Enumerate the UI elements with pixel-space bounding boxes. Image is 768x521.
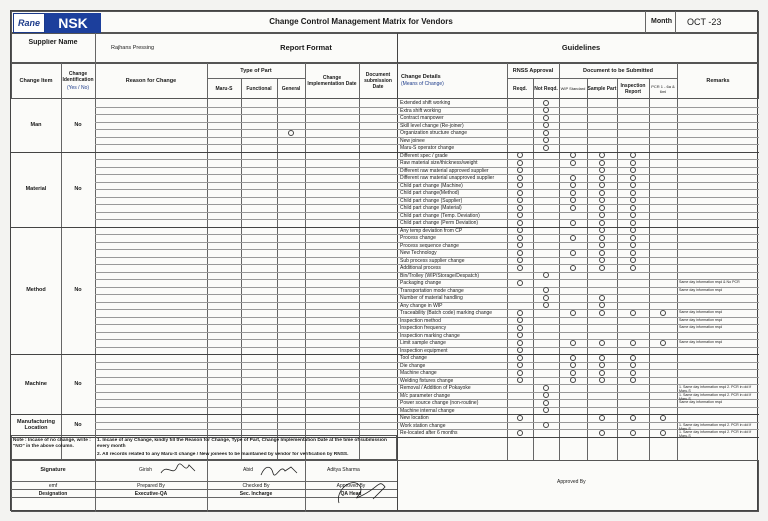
marker-circle [630, 340, 636, 346]
col-remarks: Remarks [706, 78, 730, 84]
col-wip-standard: WIP Standard [560, 86, 586, 91]
marker-circle [599, 302, 605, 308]
group-name: Man [30, 122, 42, 129]
marker-circle [543, 107, 549, 113]
marker-circle [517, 265, 523, 271]
col-type-of-part: Type of Part [240, 68, 272, 74]
note-1: 1. Incase of any Change, kindly fill the Reason for Change, Type of Part, Change Implementation Date at the time of submission every month [97, 438, 387, 449]
marker-circle [660, 340, 666, 346]
marker-circle [599, 227, 605, 233]
change-detail-item: Inspection marking change [400, 332, 460, 339]
group-separator [11, 152, 759, 153]
change-detail-item: New location [400, 415, 429, 421]
col-inspection-report: Inspection Report [620, 82, 646, 95]
group-name: Machine [24, 381, 47, 387]
col-change-identification: Change Identification [62, 71, 94, 83]
marker-circle [630, 227, 636, 233]
marker-circle [517, 257, 523, 263]
marker-circle [517, 242, 523, 248]
marker-circle [570, 265, 576, 271]
col-yes-no: (Yes / No) [66, 85, 90, 91]
col-general: General [281, 85, 301, 92]
group-separator [11, 354, 759, 355]
marker-circle [517, 182, 523, 188]
change-detail-item: Removal / Addition of Pokayoke [400, 385, 471, 391]
group-identification[interactable]: No [74, 186, 82, 192]
marker-circle [630, 197, 636, 203]
marker-circle [630, 355, 636, 361]
change-detail-item: Machine internal change [400, 407, 455, 414]
marker-circle [570, 362, 576, 368]
change-detail-item: Inspection equipment [400, 347, 448, 354]
marker-circle [517, 175, 523, 181]
marker-circle [570, 182, 576, 188]
remark-text: Same day information reqd [679, 317, 723, 322]
change-detail-item: Re-located after 6 months [400, 430, 458, 436]
marker-circle [630, 415, 636, 421]
col-reason: Reason for Change [125, 78, 177, 84]
remark-text: 1. Same day information reqd 2. PCR in old if Maru-S [679, 392, 752, 401]
month-label: Month [651, 18, 672, 25]
marker-circle [543, 407, 549, 413]
marker-circle [630, 265, 636, 271]
marker-circle [543, 295, 549, 301]
designation-label: Designation [38, 490, 68, 497]
remark-text: 1. Same day information reqd 2. PCR in old if Maru-S [679, 430, 752, 438]
marker-circle [570, 220, 576, 226]
marker-circle [630, 160, 636, 166]
marker-circle [570, 160, 576, 166]
change-detail-item: Additional process [400, 265, 441, 271]
marker-circle [630, 370, 636, 376]
marker-circle [630, 220, 636, 226]
marker-circle [570, 175, 576, 181]
marker-circle [570, 152, 576, 158]
col-doc-submitted: Document to be Submitted [583, 68, 653, 74]
change-detail-item: Different raw material approved supplier [400, 167, 489, 174]
marker-circle [517, 160, 523, 166]
marker-circle [517, 415, 523, 421]
marker-circle [599, 197, 605, 203]
marker-circle [543, 392, 549, 398]
marker-circle [517, 332, 523, 338]
marker-circle [517, 212, 523, 218]
marker-circle [517, 250, 523, 256]
change-detail-item: M/c parameter change [400, 392, 451, 399]
marker-circle [517, 370, 523, 376]
marker-circle [599, 362, 605, 368]
marker-circle [599, 265, 605, 271]
marker-circle [517, 197, 523, 203]
change-detail-item: Child part change (Machine) [400, 182, 463, 189]
marker-circle [570, 340, 576, 346]
change-detail-item: Process change [400, 235, 436, 241]
group-separator [11, 414, 759, 415]
marker-circle [570, 197, 576, 203]
col-not-reqd: Not Reqd. [534, 85, 558, 92]
marker-circle [570, 205, 576, 211]
signature-label: Signature [40, 467, 66, 473]
change-detail-item: Sub process supplier change [400, 257, 465, 264]
marker-circle [543, 272, 549, 278]
col-maru-s: Maru-S [215, 85, 233, 92]
change-detail-item: Raw material size/thickness/weight [400, 160, 478, 166]
checked-name: Abid [243, 467, 254, 473]
remark-text: Same day information reqd [679, 325, 723, 329]
marker-circle [517, 340, 523, 346]
marker-circle [660, 415, 666, 421]
change-control-sheet [10, 10, 758, 511]
marker-circle [599, 310, 605, 316]
col-rnss-approval: RNSS Approval [512, 68, 554, 74]
col-change-details: Change Details [401, 74, 441, 80]
document-title: Change Control Management Matrix for Vendors [269, 17, 453, 26]
change-detail-item: Work station change [400, 422, 446, 429]
marker-circle [517, 310, 523, 316]
marker-circle [543, 422, 549, 428]
marker-circle [517, 325, 523, 331]
group-name: Manufacturing Location [17, 419, 55, 432]
marker-circle [517, 280, 523, 286]
marker-circle [599, 167, 605, 173]
group-name: Method [26, 287, 46, 294]
remark-text: Same day information reqd [679, 310, 723, 314]
change-detail-item: Maru-S operator change [400, 145, 455, 151]
approved-designation: QA Head [340, 490, 362, 497]
group-identification[interactable]: No [74, 422, 82, 429]
logo-nsk: NSK [45, 13, 101, 33]
remark-text: Same day information reqd [679, 287, 723, 292]
prepared-designation: Executive-QA [134, 490, 168, 497]
marker-circle [543, 400, 549, 406]
change-detail-item: New joinee [400, 137, 425, 144]
marker-circle [599, 175, 605, 181]
change-detail-item: Die change [400, 362, 426, 369]
guidelines-label: Guidelines [561, 43, 601, 52]
marker-circle [517, 430, 523, 436]
marker-circle [660, 310, 666, 316]
change-detail-item: Power source change (non-routine) [400, 400, 479, 406]
emf-label: emf [48, 482, 58, 489]
col-implementation-date: Change Implementation Date [307, 75, 357, 87]
change-detail-item: Extra shift working [400, 107, 441, 114]
marker-circle [630, 257, 636, 263]
marker-circle [599, 235, 605, 241]
general-marker-circle [288, 130, 294, 136]
marker-circle [630, 167, 636, 173]
change-detail-item: Number of material handling [400, 295, 463, 301]
marker-circle [599, 160, 605, 166]
change-detail-item: Any change in WIP [400, 302, 443, 309]
change-detail-item: Bin/Trolley (WIP/Storage/Despatch) [400, 272, 480, 279]
marker-circle [599, 355, 605, 361]
marker-circle [517, 152, 523, 158]
marker-circle [630, 235, 636, 241]
prepared-by-label: Prepared By [137, 482, 165, 489]
supplier-value[interactable]: Rajhans Pressing [111, 45, 155, 51]
marker-circle [599, 257, 605, 263]
remark-text: Same day information reqd & No PCR [679, 280, 740, 284]
remark-text: 1. Same day information reqd 2. PCR in old if Maru-S [679, 422, 752, 431]
remark-text: Same day information reqd [679, 340, 723, 344]
col-means-of-change: (Means of Change) [401, 81, 444, 87]
marker-circle [599, 242, 605, 248]
col-functional: Functional [246, 85, 272, 92]
marker-circle [599, 220, 605, 226]
marker-circle [599, 377, 605, 383]
change-detail-item: Inspection frequency [400, 325, 447, 331]
change-detail-item: Welding fixtures change [400, 377, 454, 384]
marker-circle [517, 362, 523, 368]
approved-name: Aditya Sharma [327, 467, 360, 473]
logo-rane: Rane [13, 13, 45, 33]
col-change-item: Change Item [19, 78, 53, 84]
group-separator [11, 227, 759, 228]
marker-circle [599, 370, 605, 376]
marker-circle [599, 205, 605, 211]
marker-circle [630, 190, 636, 196]
marker-circle [660, 430, 666, 436]
marker-circle [517, 377, 523, 383]
marker-circle [570, 310, 576, 316]
group-identification[interactable]: No [74, 381, 82, 387]
change-detail-item: Limit sample change [400, 340, 446, 346]
marker-circle [599, 250, 605, 256]
marker-circle [517, 220, 523, 226]
remark-text: 1. Same day information reqd 2. PCR in old if Maru-S [679, 385, 752, 393]
change-detail-item: Packaging change [400, 280, 442, 286]
marker-circle [630, 362, 636, 368]
change-detail-item: Different raw material unapproved supplier [400, 175, 495, 181]
marker-circle [543, 100, 549, 106]
prepared-signature [159, 461, 199, 479]
marker-circle [599, 415, 605, 421]
col-sample-part: Sample Part [587, 85, 617, 92]
checked-signature [259, 461, 299, 479]
approved-by-right: Approved By [557, 479, 586, 485]
change-detail-item: Contract manpower [400, 115, 444, 121]
change-detail-item: Process sequence change [400, 242, 459, 249]
change-detail-item: Any temp deviation from CP [400, 227, 463, 234]
change-detail-item: New Technology [400, 250, 437, 256]
marker-circle [543, 130, 549, 136]
marker-circle [517, 205, 523, 211]
month-value[interactable]: OCT -23 [687, 17, 722, 27]
company-logo [13, 13, 101, 33]
change-detail-item: Child part change (Material) [400, 205, 462, 211]
group-identification[interactable]: No [74, 287, 82, 294]
prepared-name: Girish [139, 467, 153, 473]
marker-circle [517, 167, 523, 173]
checked-designation: Sec. Incharge [239, 490, 273, 497]
approved-by-label: Approved By [336, 482, 366, 489]
marker-circle [570, 355, 576, 361]
marker-circle [543, 122, 549, 128]
marker-circle [517, 317, 523, 323]
marker-circle [630, 242, 636, 248]
marker-circle [630, 430, 636, 436]
marker-circle [543, 385, 549, 391]
marker-circle [630, 212, 636, 218]
marker-circle [517, 227, 523, 233]
note-2: 2. All records related to any Maru-S change / New joinees to be maintained by vendor for verification by RNSS. [97, 452, 349, 457]
marker-circle [630, 250, 636, 256]
report-format-label: Report Format [280, 43, 332, 52]
marker-circle [630, 182, 636, 188]
marker-circle [570, 377, 576, 383]
change-detail-item: Child part change (Supplier) [400, 197, 463, 204]
change-detail-item: Organization structure change [400, 130, 467, 136]
group-name: Material [25, 186, 47, 192]
marker-circle [543, 137, 549, 143]
checked-by-label: Checked By [242, 482, 270, 489]
change-detail-item: Child part change (Temp. Deviation) [400, 212, 480, 219]
marker-circle [599, 182, 605, 188]
marker-circle [599, 430, 605, 436]
marker-circle [543, 145, 549, 151]
change-detail-item: Traceability (Batch code) marking change [400, 310, 493, 316]
marker-circle [543, 287, 549, 293]
marker-circle [599, 295, 605, 301]
marker-circle [599, 152, 605, 158]
col-reqd: Reqd. [513, 85, 527, 92]
change-detail-item: Extended shift working [400, 100, 451, 106]
marker-circle [570, 235, 576, 241]
change-detail-item: Child part change(Method) [400, 190, 460, 196]
marker-circle [630, 175, 636, 181]
change-detail-item: Skill level change (Re-joiner) [400, 122, 464, 129]
marker-circle [630, 310, 636, 316]
group-identification[interactable]: No [74, 122, 82, 129]
marker-circle [630, 377, 636, 383]
marker-circle [570, 370, 576, 376]
change-detail-item: Transportation mode change [400, 287, 464, 294]
marker-circle [570, 250, 576, 256]
col-document-date: Document submission Date [364, 72, 392, 90]
marker-circle [543, 115, 549, 121]
note-left: Note : Incase of no change, write : "NO" in the above column. [13, 438, 91, 449]
supplier-label: Supplier Name [28, 39, 78, 46]
marker-circle [517, 190, 523, 196]
marker-circle [517, 235, 523, 241]
marker-circle [599, 212, 605, 218]
change-detail-item: Inspection method [400, 317, 441, 324]
change-detail-item: Machine change [400, 370, 437, 376]
marker-circle [543, 302, 549, 308]
change-detail-item: Tool change [400, 355, 427, 361]
marker-circle [630, 205, 636, 211]
change-detail-item: Different spec / grade [400, 152, 448, 159]
change-detail-item: Child part change (Perm Deviation) [400, 220, 479, 226]
marker-circle [517, 347, 523, 353]
remark-text: Same day information reqd [679, 400, 723, 404]
marker-circle [570, 190, 576, 196]
marker-circle [517, 355, 523, 361]
col-pcr: PCR 1 - 6a & 6ml [651, 83, 675, 94]
marker-circle [599, 340, 605, 346]
marker-circle [599, 190, 605, 196]
marker-circle [630, 152, 636, 158]
